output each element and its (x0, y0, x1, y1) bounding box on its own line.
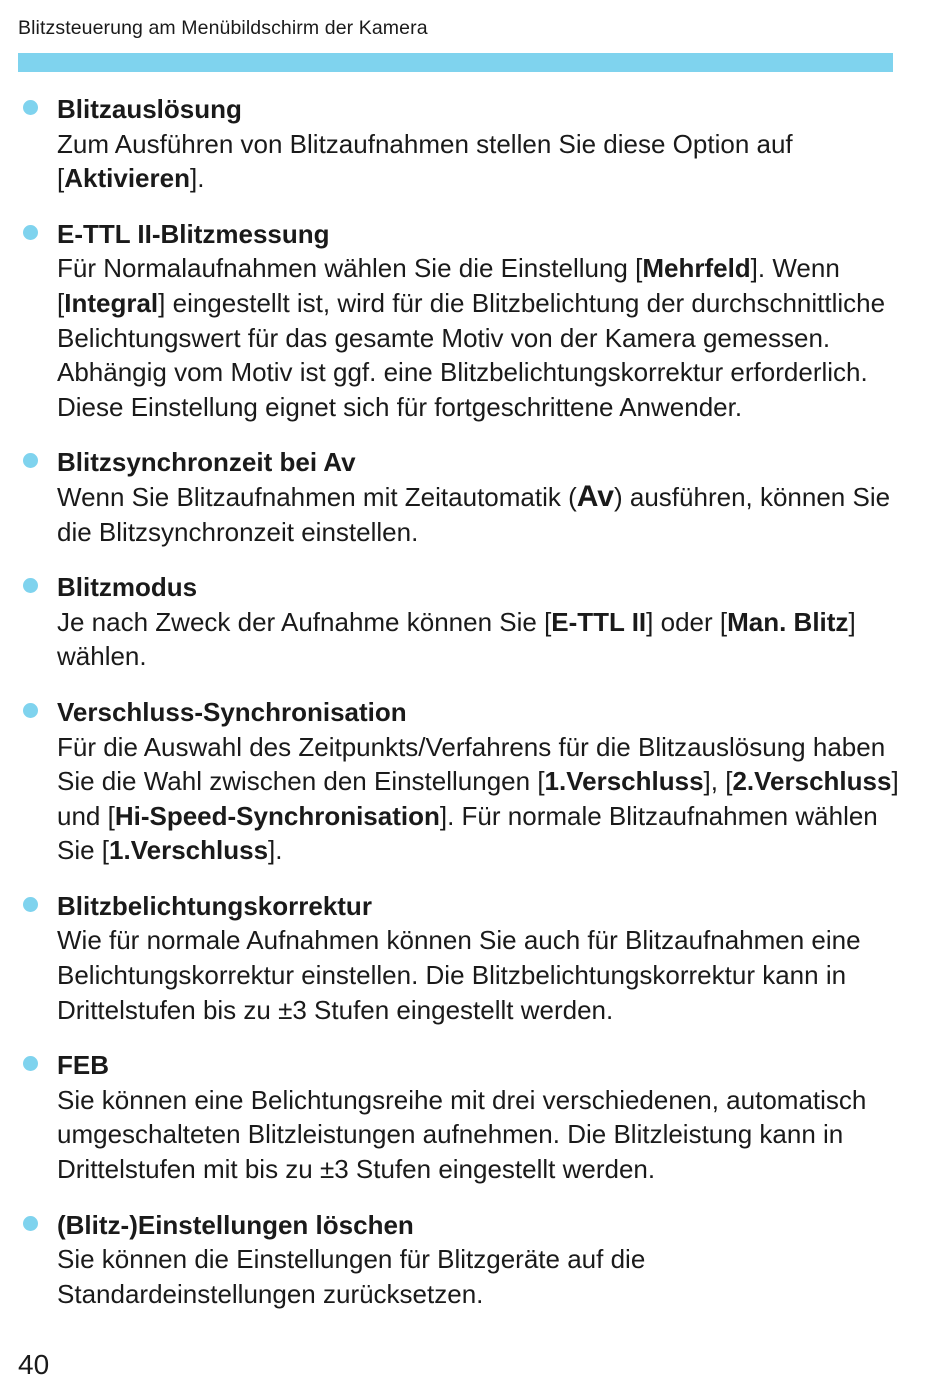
bullet-icon (23, 578, 38, 593)
section-title: (Blitz-)Einstellungen löschen (57, 1209, 414, 1240)
bullet-icon (23, 1216, 38, 1231)
header-accent-bar (18, 53, 893, 72)
section-title: Blitzsynchronzeit bei Av (57, 447, 356, 478)
section-title: Blitzmodus (57, 572, 198, 603)
section-body: Wenn Sie Blitzaufnahmen mit Zeitautomatik (Av) ausführen, können Sie die Blitzsynchronzeit einstellen. (57, 479, 891, 547)
section-feb (0, 1048, 950, 1186)
section-title: Verschluss-Synchronisation (57, 696, 407, 727)
bullet-icon (23, 453, 38, 468)
section-body: Für Normalaufnahmen wählen Sie die Einstellung [Mehrfeld]. Wenn [Integral] eingestellt ist, wird für die Blitzbelichtung der durchschnittliche Belichtungswert für das gesamte Motiv von der Kamera gemessen. Abhängig vom Motiv ist ggf. eine Blitzbelichtungskorrektur erforderlich. Diese Einstellung eignet sich für fortgeschrittene Anwender. (57, 253, 886, 422)
section-body: Wie für normale Aufnahmen können Sie auch für Blitzaufnahmen eine Belichtungskorrektur einstellen. Die Blitzbelichtungskorrektur kann in Drittelstufen bis zu ±3 Stufen eingestellt werden. (57, 925, 861, 1025)
bullet-icon (23, 100, 38, 115)
bullet-icon (23, 897, 38, 912)
bullet-icon (23, 225, 38, 240)
page-header-title: Blitzsteuerung am Menübildschirm der Kamera (18, 17, 428, 39)
section-body: Zum Ausführen von Blitzaufnahmen stellen Sie diese Option auf [Aktivieren]. (57, 128, 793, 194)
section-title: E-TTL II-Blitzmessung (57, 218, 330, 249)
section-blitzmodus (0, 570, 950, 674)
section-blitzausloesung (0, 92, 950, 196)
section-body: Je nach Zweck der Aufnahme können Sie [E-TTL II] oder [Man. Blitz] wählen. (57, 606, 856, 672)
section-blitzsynchronzeit (0, 445, 950, 549)
section-body: Sie können eine Belichtungsreihe mit drei verschiedenen, automatisch umgeschalteten Blitzleistungen aufnehmen. Die Blitzleistung kann in Drittelstufen mit bis zu ±3 Stufen eingestellt werden. (57, 1084, 867, 1185)
section-ettl-blitzmessung (0, 217, 950, 425)
av-mode-icon: Av (576, 479, 614, 513)
page-number: 40 (18, 1349, 50, 1380)
section-title: FEB (57, 1050, 109, 1081)
content (0, 92, 950, 1332)
section-verschluss-synchronisation (0, 695, 950, 868)
section-title: Blitzbelichtungskorrektur (57, 890, 372, 921)
section-body: Sie können die Einstellungen für Blitzgeräte auf die Standardeinstellungen zurücksetzen. (57, 1244, 646, 1309)
section-einstellungen-loeschen (0, 1208, 950, 1312)
bullet-icon (23, 1056, 38, 1071)
bullet-icon (23, 703, 38, 718)
section-title: Blitzauslösung (57, 94, 242, 124)
section-blitzbelichtungskorrektur (0, 889, 950, 1027)
section-body: Für die Auswahl des Zeitpunkts/Verfahrens für die Blitzauslösung haben Sie die Wahl zwischen den Einstellungen [1.Verschluss], [2.Verschluss] und [Hi-Speed-Synchronisation]. Für normale Blitzaufnahmen wählen Sie [1.Verschluss]. (57, 731, 899, 866)
